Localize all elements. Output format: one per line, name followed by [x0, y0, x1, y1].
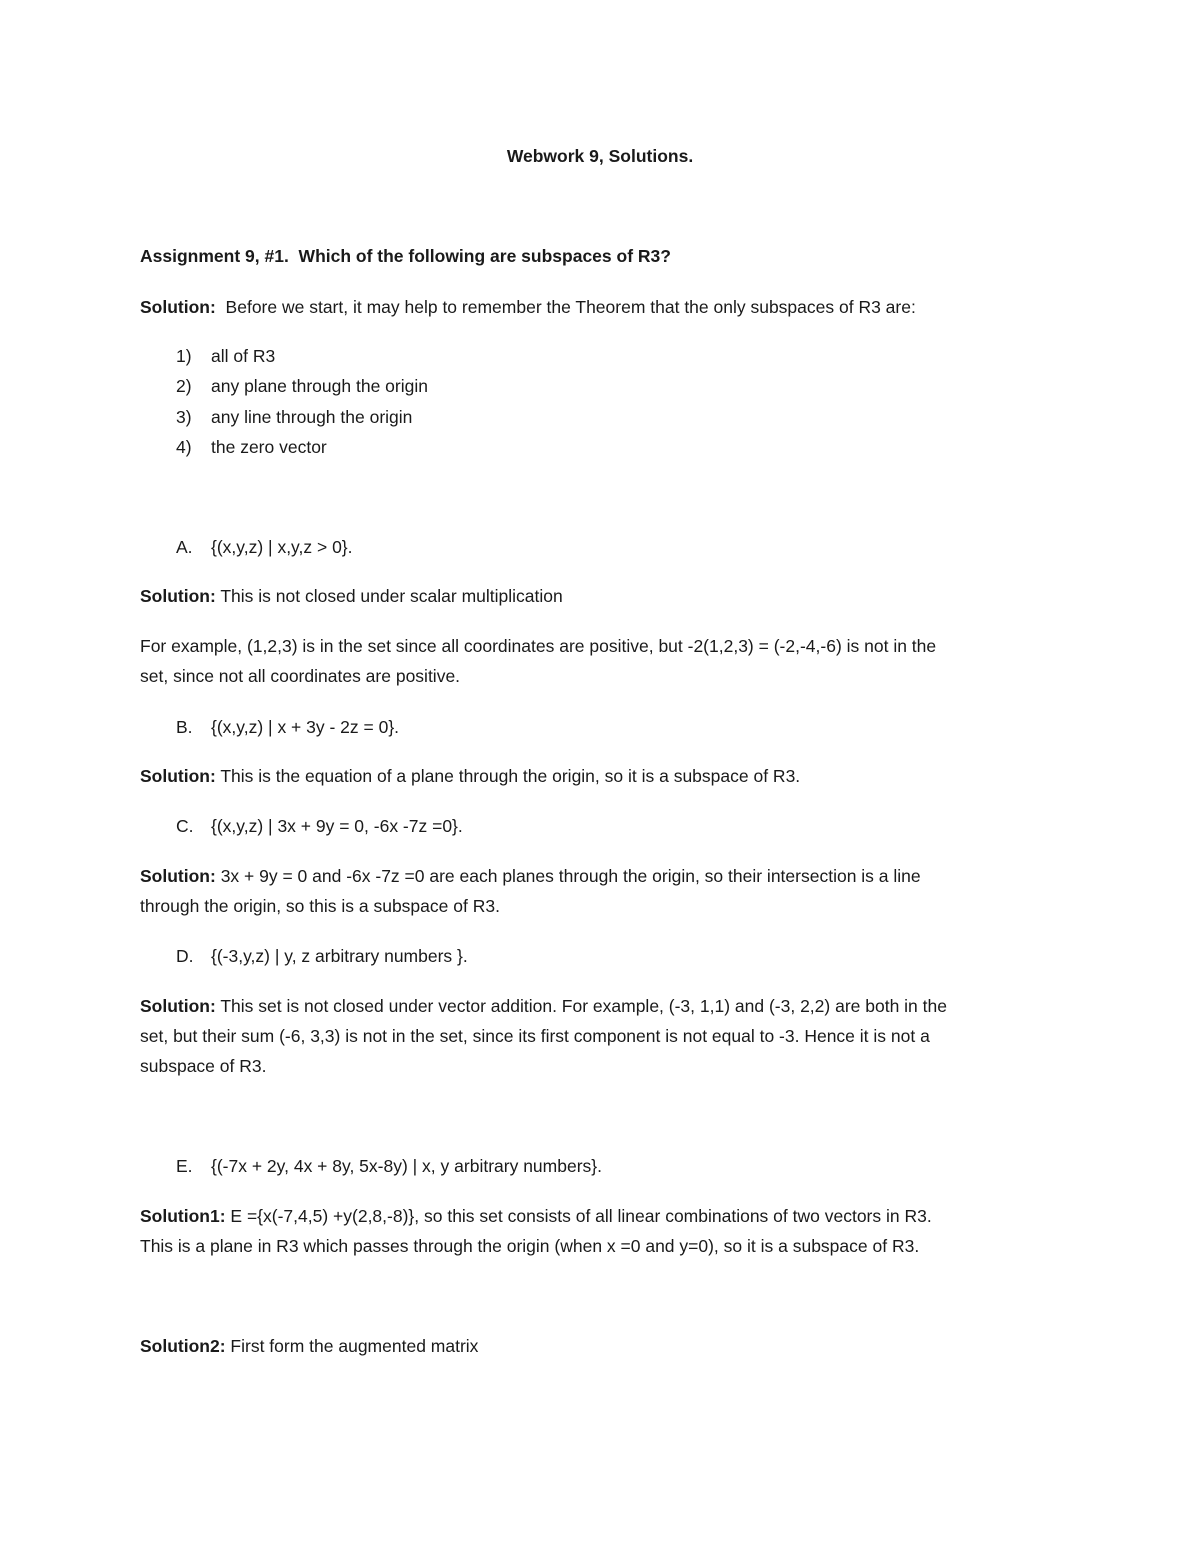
part-e-solution1-line: This is a plane in R3 which passes through the origin (when x =0 and y=0), so it is a subspace of R3. — [140, 1236, 920, 1256]
part-e-solution2 — [140, 1335, 478, 1357]
assignment-label: Assignment 9, #1. — [140, 246, 289, 266]
solution-label: Solution1: — [140, 1206, 226, 1226]
list-number: 2) — [176, 376, 192, 396]
solution-text: This is the equation of a plane through the origin, so it is a subspace of R3. — [220, 766, 801, 786]
solution-text: E ={x(-7,4,5) +y(2,8,-8)}, so this set consists of all linear combinations of two vectors in R3. — [230, 1206, 932, 1226]
assignment-heading — [140, 245, 671, 267]
solution-label: Solution2: — [140, 1336, 226, 1356]
part-d-solution — [140, 995, 947, 1017]
part-d-solution-line: subspace of R3. — [140, 1056, 267, 1076]
solution-label: Solution: — [140, 866, 216, 886]
assignment-question: Which of the following are subspaces of R3? — [298, 246, 671, 266]
part-a-example-line: For example, (1,2,3) is in the set since all coordinates are positive, but -2(1,2,3) = (-2,-4,-6) is not in the — [140, 636, 937, 656]
part-c-solution-line: through the origin, so this is a subspace of R3. — [140, 896, 500, 916]
part-c-set: {(x,y,z) | 3x + 9y = 0, -6x -7z =0}. — [211, 816, 463, 836]
part-b-set: {(x,y,z) | x + 3y - 2z = 0}. — [211, 717, 400, 737]
part-c-letter: C. — [176, 816, 194, 836]
solution-text: This set is not closed under vector addition. For example, (-3, 1,1) and (-3, 2,2) are both in the — [220, 996, 947, 1016]
part-b-letter: B. — [176, 717, 193, 737]
part-e-set: {(-7x + 2y, 4x + 8y, 5x-8y) | x, y arbitrary numbers}. — [211, 1156, 602, 1176]
intro-solution-label: Solution: — [140, 297, 216, 317]
part-d-set: {(-3,y,z) | y, z arbitrary numbers }. — [211, 946, 468, 966]
part-c-solution — [140, 865, 921, 887]
solution-label: Solution: — [140, 766, 216, 786]
solution-text: 3x + 9y = 0 and -6x -7z =0 are each planes through the origin, so their intersection is a line — [220, 866, 921, 886]
part-e-solution1 — [140, 1205, 932, 1227]
part-a-solution — [140, 585, 563, 607]
list-item: any line through the origin — [211, 407, 413, 427]
solution-label: Solution: — [140, 586, 216, 606]
list-item: any plane through the origin — [211, 376, 428, 396]
part-a-example-line: set, since not all coordinates are positive. — [140, 666, 461, 686]
list-number: 1) — [176, 346, 192, 366]
part-a-letter: A. — [176, 537, 193, 557]
solution-text: First form the augmented matrix — [230, 1336, 479, 1356]
part-d-letter: D. — [176, 946, 194, 966]
page-title: Webwork 9, Solutions. — [506, 146, 694, 166]
solution-text: This is not closed under scalar multiplication — [220, 586, 563, 606]
list-number: 4) — [176, 437, 192, 457]
intro-text: Before we start, it may help to remember the Theorem that the only subspaces of R3 are: — [225, 297, 916, 317]
list-item: the zero vector — [211, 437, 327, 457]
part-e-letter: E. — [176, 1156, 193, 1176]
part-b-solution — [140, 765, 800, 787]
part-d-solution-line: set, but their sum (-6, 3,3) is not in the set, since its first component is not equal to -3. Hence it is not a — [140, 1026, 930, 1046]
solution-label: Solution: — [140, 996, 216, 1016]
intro-paragraph — [140, 296, 916, 318]
part-a-set: {(x,y,z) | x,y,z > 0}. — [211, 537, 353, 557]
list-item: all of R3 — [211, 346, 276, 366]
list-number: 3) — [176, 407, 192, 427]
